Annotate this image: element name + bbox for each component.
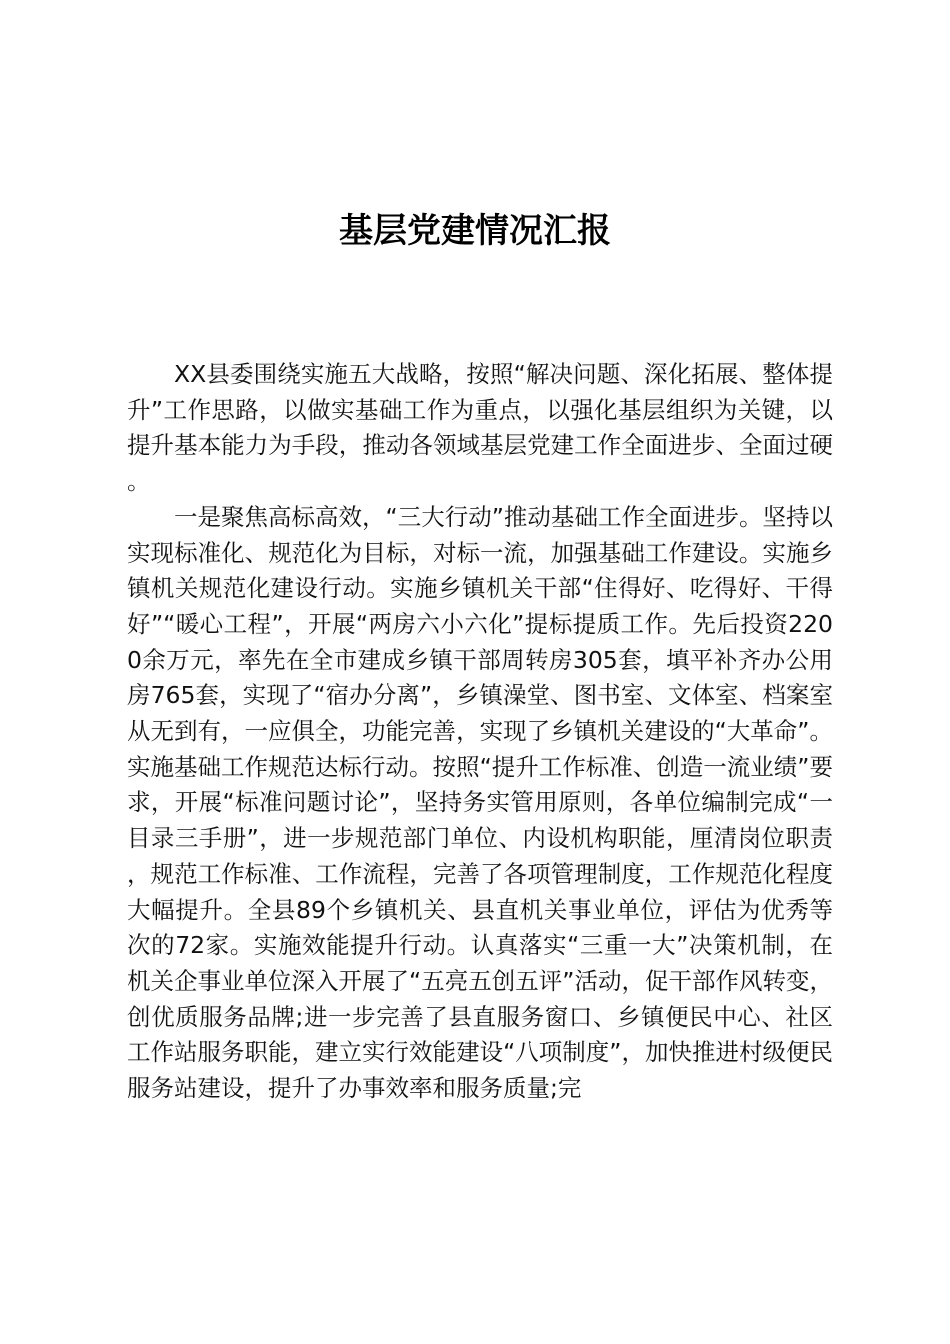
paragraph-intro: XX县委围绕实施五大战略，按照“解决问题、深化拓展、整体提升”工作思路，以做实基础工作为重点，以强化基层组织为关键，以提升基本能力为手段，推动各领域基层党建工作全面进步、全面过硬。 bbox=[127, 360, 833, 496]
document-body bbox=[127, 357, 833, 1107]
paragraph-section-one: 一是聚焦高标高效，“三大行动”推动基础工作全面进步。坚持以实现标准化、规范化为目标，对标一流，加强基础工作建设。实施乡镇机关规范化建设行动。实施乡镇机关干部“住得好、吃得好、干得好”“暖心工程”，开展“两房六小六化”提标提质工作。先后投资2200余万元，率先在全市建成乡镇干部周转房305套，填平补齐办公用房765套，实现了“宿办分离”，乡镇澡堂、图书室、文体室、档案室从无到有，一应俱全，功能完善，实现了乡镇机关建设的“大革命”。实施基础工作规范达标行动。按照“提升工作标准、创造一流业绩”要求，开展“标准问题讨论”，坚持务实管用原则，各单位编制完成“一目录三手册”，进一步规范部门单位、内设机构职能，厘清岗位职责，规范工作标准、工作流程，完善了各项管理制度，工作规范化程度大幅提升。全县89个乡镇机关、县直机关事业单位，评估为优秀等次的72家。实施效能提升行动。认真落实“三重一大”决策机制，在机关企事业单位深入开展了“五亮五创五评”活动，促干部作风转变，创优质服务品牌;进一步完善了县直服务窗口、乡镇便民中心、社区工作站服务职能，建立实行效能建设“八项制度”，加快推进村级便民服务站建设，提升了办事效率和服务质量;完 bbox=[127, 502, 833, 1103]
document-title: 基层党建情况汇报 bbox=[339, 211, 611, 251]
